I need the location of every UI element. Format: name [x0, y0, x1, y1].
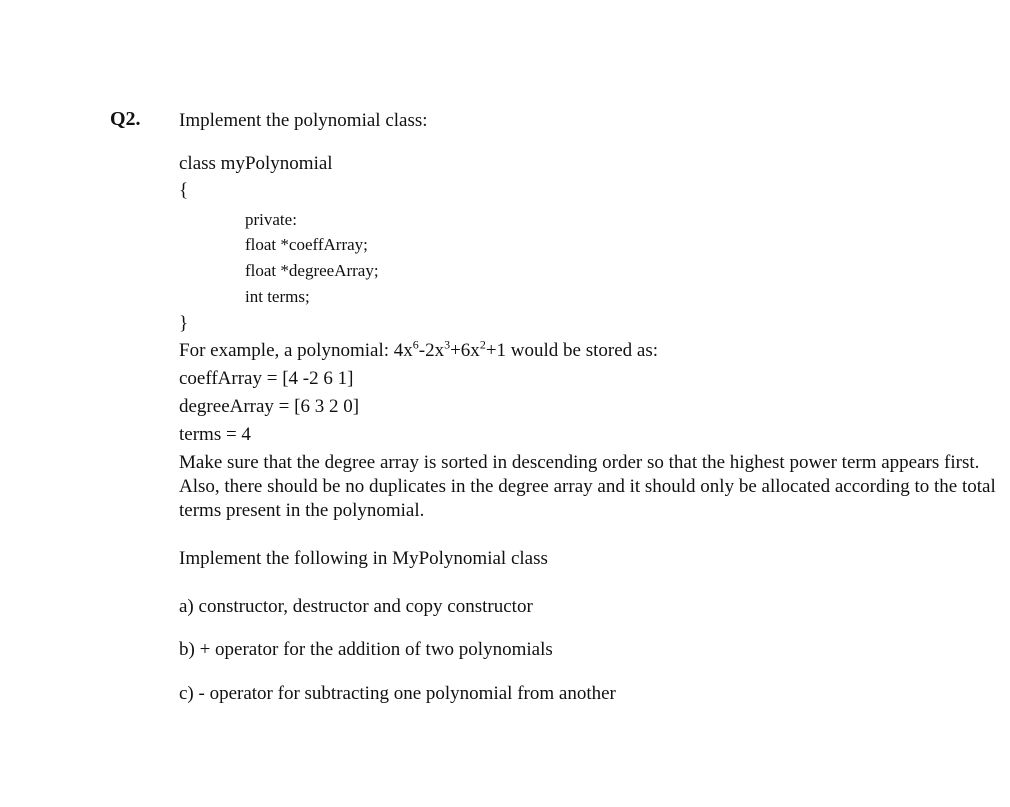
task-item-b: b) + operator for the addition of two polynomials [179, 639, 553, 660]
example-line [179, 337, 659, 362]
question-number: Q2. [110, 108, 141, 130]
field-terms: int terms; [245, 287, 310, 306]
exponent-2: 3 [444, 337, 451, 352]
example-intro: For example, a polynomial: [179, 340, 394, 361]
term-3: +6x [450, 340, 480, 361]
exponent-1: 6 [412, 337, 419, 352]
task-heading: Implement the following in MyPolynomial class [179, 548, 548, 569]
term-1: 4x [393, 340, 413, 361]
task-item-a: a) constructor, destructor and copy constructor [179, 596, 533, 617]
field-degree-array: float *degreeArray; [245, 261, 379, 280]
instructions-paragraph: Make sure that the degree array is sorted in descending order so that the highest power term appears first. Also, there should be no duplicates in the degree array and it should only be allocated according to the total terms present in the polynomial. [179, 452, 996, 521]
open-brace: { [179, 180, 189, 201]
terms-example: terms = 4 [179, 424, 251, 445]
task-item-c: c) - operator for subtracting one polynomial from another [179, 683, 616, 704]
close-brace: } [179, 313, 189, 334]
example-suffix: would be stored as: [506, 340, 659, 361]
polynomial-expression [393, 337, 507, 361]
question-title: Implement the polynomial class: [179, 110, 428, 131]
coeff-array-example: coeffArray = [4 -2 6 1] [179, 368, 354, 389]
exponent-3: 2 [479, 337, 486, 352]
term-2: -2x [418, 340, 445, 361]
term-4: +1 [485, 340, 507, 361]
field-coeff-array: float *coeffArray; [245, 235, 368, 254]
access-specifier: private: [245, 210, 297, 229]
class-declaration: class myPolynomial [179, 153, 333, 174]
degree-array-example: degreeArray = [6 3 2 0] [179, 396, 360, 417]
